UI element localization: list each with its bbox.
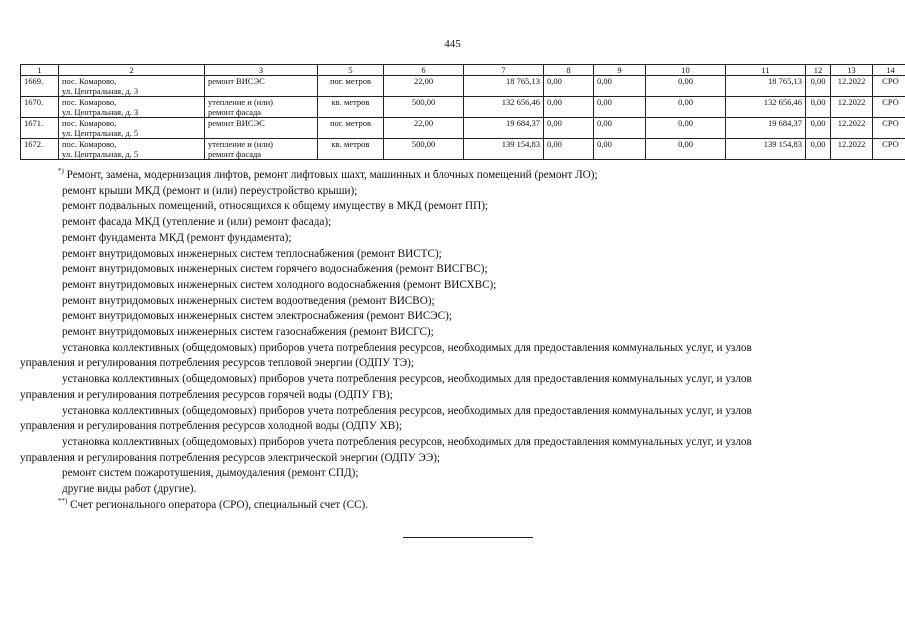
- col-header: 5: [318, 65, 384, 76]
- address-line-2: ул. Центральная, д. 5: [62, 128, 139, 138]
- row-number: 1672.: [21, 139, 59, 160]
- col-header: 1: [21, 65, 59, 76]
- quantity-cell: 22,00: [384, 76, 464, 97]
- meter-item-line-2: управления и регулирования потребления ресурсов тепловой энергии (ОДПУ ТЭ);: [20, 357, 414, 370]
- value-cell: 0,00: [544, 139, 594, 160]
- value-cell: 0,00: [646, 139, 726, 160]
- work-line-2: ремонт фасада: [208, 107, 262, 117]
- account-cell: СРО: [873, 139, 905, 160]
- work-type-cell: [205, 97, 318, 118]
- address-cell: [59, 118, 205, 139]
- address-line-2: ул. Центральная, д. 5: [62, 149, 139, 159]
- date-cell: 12.2022: [831, 118, 873, 139]
- meter-item-line-1: установка коллективных (общедомовых) приборов учета потребления ресурсов, необходимых для предоставления коммунальных услуг, и узлов: [62, 341, 752, 354]
- meter-item-line-1: установка коллективных (общедомовых) приборов учета потребления ресурсов, необходимых для предоставления коммунальных услуг, и узлов: [62, 435, 752, 448]
- value-cell: 0,00: [544, 76, 594, 97]
- work-type-line: ремонт внутридомовых инженерных систем газоснабжения (ремонт ВИСГС);: [62, 326, 434, 339]
- work-line-1: ремонт ВИСЭС: [208, 76, 265, 86]
- registry-table: [20, 64, 905, 160]
- date-cell: 12.2022: [831, 97, 873, 118]
- work-type-cell: [205, 139, 318, 160]
- unit-cell: кв. метров: [318, 139, 384, 160]
- work-type-line: ремонт систем пожаротушения, дымоудаления (ремонт СПД);: [62, 467, 359, 480]
- value-cell: 0,00: [594, 97, 646, 118]
- address-line-1: пос. Комарово,: [62, 139, 117, 149]
- cost-cell: 139 154,83: [464, 139, 544, 160]
- address-line-1: пос. Комарово,: [62, 97, 117, 107]
- work-type-line: ремонт внутридомовых инженерных систем водоотведения (ремонт ВИСВО);: [62, 294, 435, 307]
- work-line-1: утепление и (или): [208, 139, 273, 149]
- col-header: 11: [726, 65, 806, 76]
- work-type-line: ремонт внутридомовых инженерных систем теплоснабжения (ремонт ВИСТС);: [62, 247, 442, 260]
- work-line-1: ремонт ВИСЭС: [208, 118, 265, 128]
- unit-cell: пог. метров: [318, 118, 384, 139]
- meter-item-line-1: установка коллективных (общедомовых) приборов учета потребления ресурсов, необходимых для предоставления коммунальных услуг, и узлов: [62, 404, 752, 417]
- meter-item-line-1: установка коллективных (общедомовых) приборов учета потребления ресурсов, необходимых для предоставления коммунальных услуг, и узлов: [62, 373, 752, 386]
- value-cell: 0,00: [544, 97, 594, 118]
- value-cell: 0,00: [806, 76, 831, 97]
- address-cell: [59, 97, 205, 118]
- value-cell: 0,00: [806, 118, 831, 139]
- work-type-line: ремонт фундамента МКД (ремонт фундамента);: [62, 231, 292, 244]
- work-type-line: ремонт подвальных помещений, относящихся к общему имуществу в МКД (ремонт ПП);: [62, 200, 489, 213]
- work-type-cell: [205, 118, 318, 139]
- account-cell: СРО: [873, 76, 905, 97]
- row-number: 1671.: [21, 118, 59, 139]
- work-type-line: ремонт крыши МКД (ремонт и (или) переустройство крыши);: [62, 184, 358, 197]
- cost-cell: 18 765,13: [464, 76, 544, 97]
- unit-cell: кв. метров: [318, 97, 384, 118]
- footnotes: [20, 167, 882, 513]
- col-header: 7: [464, 65, 544, 76]
- total-cell: 19 684,37: [726, 118, 806, 139]
- meter-item-line-2: управления и регулирования потребления ресурсов электрической энергии (ОДПУ ЭЭ);: [20, 451, 441, 464]
- value-cell: 0,00: [646, 76, 726, 97]
- col-header: 6: [384, 65, 464, 76]
- work-type-line: ремонт фасада МКД (утепление и (или) ремонт фасада);: [62, 216, 332, 229]
- value-cell: 0,00: [544, 118, 594, 139]
- meter-item-line-2: управления и регулирования потребления ресурсов холодной воды (ОДПУ ХВ);: [20, 420, 402, 433]
- footnote-1-line: [58, 168, 882, 184]
- account-cell: СРО: [873, 97, 905, 118]
- quantity-cell: 500,00: [384, 139, 464, 160]
- value-cell: 0,00: [594, 76, 646, 97]
- table-row: [21, 139, 905, 160]
- work-type-line: ремонт внутридомовых инженерных систем горячего водоснабжения (ремонт ВИСГВС);: [62, 263, 488, 276]
- col-header: 8: [544, 65, 594, 76]
- col-header: 10: [646, 65, 726, 76]
- footnote-2-line: [58, 498, 882, 514]
- work-type-line: другие виды работ (другие).: [62, 483, 197, 496]
- col-header: 14: [873, 65, 905, 76]
- date-cell: 12.2022: [831, 139, 873, 160]
- col-header: 2: [59, 65, 205, 76]
- col-header: 3: [205, 65, 318, 76]
- value-cell: 0,00: [594, 139, 646, 160]
- row-number: 1670.: [21, 97, 59, 118]
- footnote-text: Счет регионального оператора (СРО), специальный счет (СС).: [70, 498, 369, 511]
- table-header-row: [21, 65, 905, 76]
- signature-rule: [403, 537, 533, 538]
- table-row: [21, 76, 905, 97]
- col-header: 9: [594, 65, 646, 76]
- quantity-cell: 500,00: [384, 97, 464, 118]
- quantity-cell: 22,00: [384, 118, 464, 139]
- work-type-line: ремонт внутридомовых инженерных систем электроснабжения (ремонт ВИСЭС);: [62, 310, 452, 323]
- work-type-line: ремонт внутридомовых инженерных систем холодного водоснабжения (ремонт ВИСХВС);: [62, 278, 497, 291]
- value-cell: 0,00: [806, 97, 831, 118]
- table-row: [21, 118, 905, 139]
- meter-item-line-2: управления и регулирования потребления ресурсов горячей воды (ОДПУ ГВ);: [20, 388, 393, 401]
- address-line-2: ул. Центральная, д. 3: [62, 107, 139, 117]
- value-cell: 0,00: [646, 118, 726, 139]
- row-number: 1669.: [21, 76, 59, 97]
- col-header: 12: [806, 65, 831, 76]
- date-cell: 12.2022: [831, 76, 873, 97]
- total-cell: 139 154,83: [726, 139, 806, 160]
- footnote-marker: *): [58, 167, 64, 175]
- value-cell: 0,00: [806, 139, 831, 160]
- total-cell: 18 765,13: [726, 76, 806, 97]
- address-line-1: пос. Комарово,: [62, 118, 117, 128]
- account-cell: СРО: [873, 118, 905, 139]
- work-line-2: ремонт фасада: [208, 149, 262, 159]
- work-line-1: утепление и (или): [208, 97, 273, 107]
- address-line-2: ул. Центральная, д. 3: [62, 86, 139, 96]
- footnote-marker: **): [58, 496, 68, 505]
- value-cell: 0,00: [594, 118, 646, 139]
- work-type-cell: [205, 76, 318, 97]
- address-line-1: пос. Комарово,: [62, 76, 117, 86]
- address-cell: [59, 76, 205, 97]
- cost-cell: 132 656,46: [464, 97, 544, 118]
- page-number: 445: [444, 38, 461, 50]
- unit-cell: пог. метров: [318, 76, 384, 97]
- footnote-text: Ремонт, замена, модернизация лифтов, ремонт лифтовых шахт, машинных и блочных помещений (ремонт ЛО);: [66, 169, 598, 181]
- address-cell: [59, 139, 205, 160]
- cost-cell: 19 684,37: [464, 118, 544, 139]
- value-cell: 0,00: [646, 97, 726, 118]
- col-header: 13: [831, 65, 873, 76]
- table-row: [21, 97, 905, 118]
- total-cell: 132 656,46: [726, 97, 806, 118]
